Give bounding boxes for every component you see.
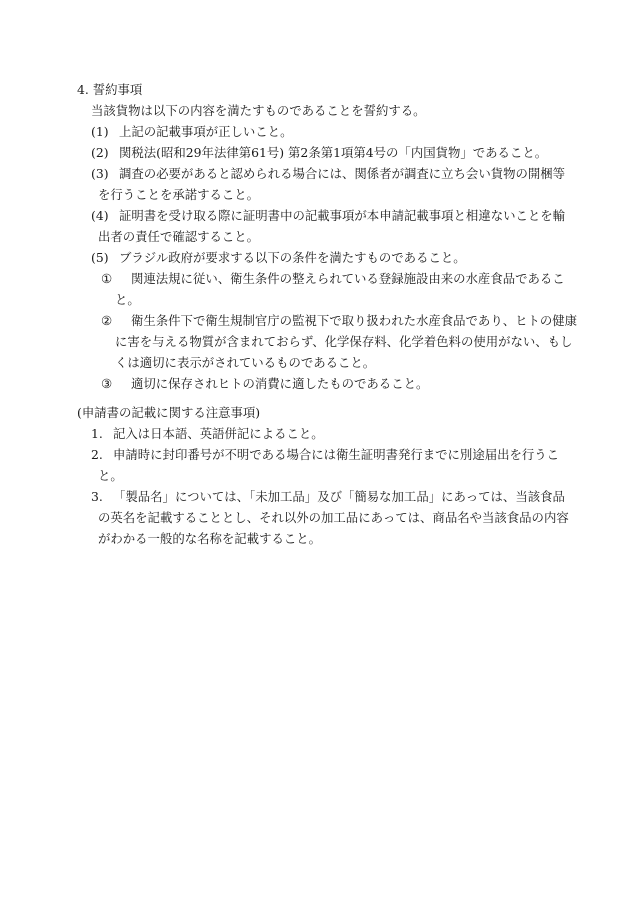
condition-item-continuation: くは適切に表示がされているものであること。 [115,355,376,370]
pledge-item-5 [91,248,466,268]
note-item-3 [91,487,565,507]
note-item-continuation: の英名を記載することとし、それ以外の加工品にあっては、商品名や当該食品の内容 [98,510,569,525]
pledge-item-number: (2) [91,145,109,160]
condition-item-number: ② [101,313,113,328]
pledge-item-number: (5) [91,250,109,265]
pledge-item-text: 調査の必要があると認められる場合には、関係者が調査に立ち会い貨物の開梱等 [119,166,566,181]
pledge-item-4 [91,206,565,226]
condition-item-2 [101,311,577,331]
condition-item-number: ③ [101,376,113,391]
note-item-number: 3. [91,489,103,504]
condition-item-continuation: と。 [115,292,140,307]
note-item-text: 「製品名」については、「未加工品」及び「簡易な加工品」にあっては、当該食品 [113,489,565,504]
condition-item-1 [101,269,565,289]
note-item-text: 記入は日本語、英語併記によること。 [113,426,324,441]
pledge-item-3 [91,164,565,184]
condition-item-text: 適切に保存されヒトの消費に適したものであること。 [131,376,429,391]
pledge-item-number: (3) [91,166,109,181]
note-item-number: 1. [91,426,103,441]
pledge-item-2 [91,143,547,163]
note-item-continuation: と。 [98,468,123,483]
pledge-item-text: 証明書を受け取る際に証明書中の記載事項が本申請記載事項と相違ないことを輸 [119,208,566,223]
condition-item-text: 関連法規に従い、衛生条件の整えられている登録施設由来の水産食品であるこ [131,271,565,286]
pledge-item-continuation: 出者の責任で確認すること。 [98,229,260,244]
section-4-intro: 当該貨物は以下の内容を満たすものであることを誓約する。 [91,103,426,118]
section-4-title: 4. 誓約事項 [77,82,143,97]
condition-item-number: ① [101,271,113,286]
notes-title: (申請書の記載に関する注意事項) [77,405,261,420]
note-item-text: 申請時に封印番号が不明である場合には衛生証明書発行までに別途届出を行うこ [113,447,560,462]
condition-item-3 [101,374,428,394]
pledge-item-1 [91,122,292,142]
note-item-number: 2. [91,447,103,462]
pledge-item-number: (1) [91,124,109,139]
pledge-item-text: ブラジル政府が要求する以下の条件を満たすものであること。 [119,250,466,265]
pledge-item-number: (4) [91,208,109,223]
note-item-continuation: がわかる一般的な名称を記載すること。 [98,531,322,546]
note-item-2 [91,445,559,465]
pledge-item-text: 上記の記載事項が正しいこと。 [119,124,293,139]
note-item-1 [91,424,324,444]
condition-item-text: 衛生条件下で衛生規制官庁の監視下で取り扱われた水産食品であり、ヒトの健康 [131,313,578,328]
condition-item-continuation: に害を与える物質が含まれておらず、化学保存料、化学着色料の使用がない、もし [115,334,573,349]
pledge-item-continuation: を行うことを承諾すること。 [98,187,260,202]
pledge-item-text: 関税法(昭和29年法律第61号) 第2条第1項第4号の「内国貨物」であること。 [119,145,548,160]
